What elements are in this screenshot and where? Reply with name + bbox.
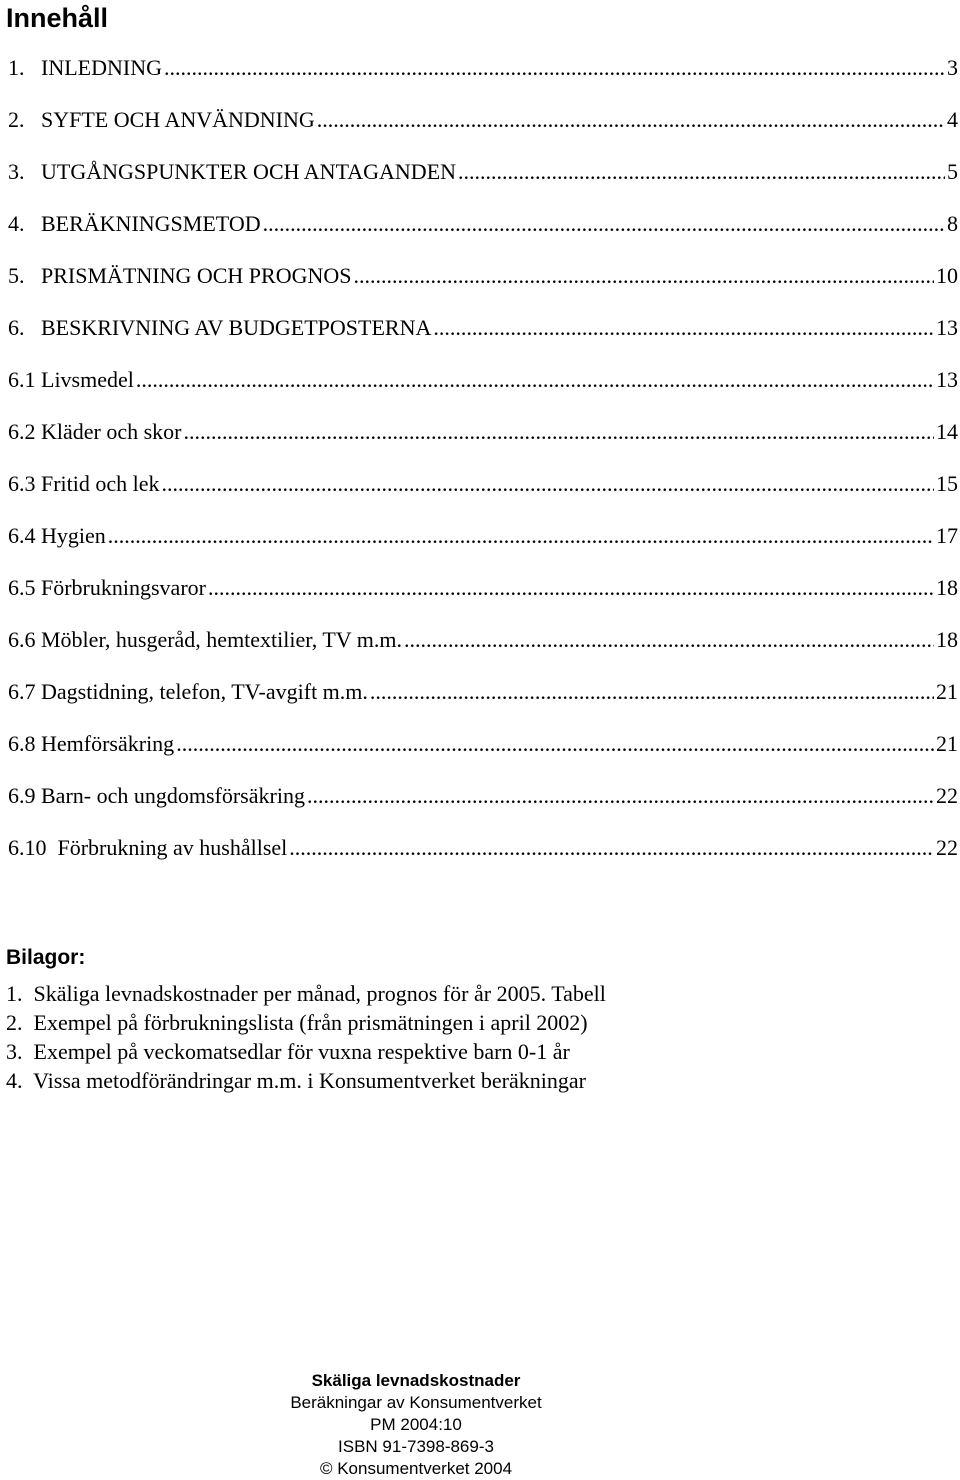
bilaga-text: Vissa metodförändringar m.m. i Konsumentverket beräkningar — [33, 1068, 586, 1093]
toc-entry-label: INLEDNING — [41, 55, 162, 80]
toc-entry-page: 5 — [947, 159, 958, 184]
toc-entry-label: Hemförsäkring — [41, 731, 175, 756]
toc-entry-label: Dagstidning, telefon, TV-avgift m.m. — [41, 679, 368, 704]
footer-copyright: © Konsumentverket 2004 — [319, 1459, 513, 1478]
toc-entry-label: BESKRIVNING AV BUDGETPOSTERNA — [41, 315, 432, 340]
toc-entry-number: 5. — [8, 263, 25, 288]
toc-leader-dots — [136, 354, 934, 406]
toc-entry-page: 15 — [936, 471, 958, 496]
toc-entry[interactable] — [8, 614, 958, 666]
toc-entry-label: Kläder och skor — [41, 419, 182, 444]
toc-entry-label: Livsmedel — [41, 367, 134, 392]
bilaga-item — [6, 1008, 946, 1037]
toc-entry-page: 4 — [947, 107, 958, 132]
toc-entry-spacer — [25, 250, 42, 302]
toc-entry-spacer — [47, 822, 58, 874]
page-title: Innehåll — [6, 3, 109, 33]
toc-leader-dots — [208, 562, 934, 614]
bilaga-item — [6, 979, 946, 1008]
toc-entry-label: BERÄKNINGSMETOD — [41, 211, 261, 236]
toc-entry[interactable] — [8, 198, 958, 250]
toc-entry-number: 6.6 — [8, 627, 36, 652]
toc-entry[interactable] — [8, 718, 958, 770]
footer — [0, 1370, 832, 1480]
toc-entry-spacer — [25, 94, 42, 146]
toc-entry-page: 18 — [936, 575, 958, 600]
toc-entry-page: 3 — [947, 55, 958, 80]
bilaga-text: Skäliga levnadskostnader per månad, prognos för år 2005. Tabell — [33, 981, 606, 1006]
toc-entry[interactable] — [8, 406, 958, 458]
toc-leader-dots — [458, 146, 945, 198]
bilaga-spacer — [23, 1039, 34, 1064]
toc-entry-number: 6.1 — [8, 367, 36, 392]
toc-entry-label: SYFTE OCH ANVÄNDNING — [41, 107, 315, 132]
toc-entry-number: 6. — [8, 315, 25, 340]
toc-entry[interactable] — [8, 666, 958, 718]
toc-entry-number: 6.3 — [8, 471, 36, 496]
toc-entry-number: 6.7 — [8, 679, 36, 704]
toc-leader-dots — [162, 458, 934, 510]
bilaga-number: 1. — [6, 981, 23, 1006]
toc-leader-dots — [354, 250, 935, 302]
toc-entry-page: 22 — [936, 783, 958, 808]
toc-leader-dots — [317, 94, 945, 146]
toc-entry-page: 18 — [936, 627, 958, 652]
toc-entry-label: Barn- och ungdomsförsäkring — [41, 783, 305, 808]
toc-entry[interactable] — [8, 510, 958, 562]
toc-entry-page: 21 — [936, 679, 958, 704]
toc-entry-page: 14 — [936, 419, 958, 444]
toc-entry-label: UTGÅNGSPUNKTER OCH ANTAGANDEN — [41, 159, 457, 184]
bilaga-number: 4. — [6, 1068, 23, 1093]
toc-entry-number: 6.2 — [8, 419, 36, 444]
toc-leader-dots — [176, 718, 934, 770]
toc-entry-spacer — [25, 302, 42, 354]
toc-entry-label: Förbrukning av hushållsel — [57, 835, 288, 860]
bilaga-text: Exempel på förbrukningslista (från prismätningen i april 2002) — [33, 1010, 588, 1035]
bilaga-item — [6, 1066, 946, 1095]
toc-entry[interactable] — [8, 770, 958, 822]
toc-leader-dots — [370, 666, 934, 718]
toc-leader-dots — [263, 198, 945, 250]
toc-entry[interactable] — [8, 822, 958, 874]
toc-entry-page: 10 — [936, 263, 958, 288]
footer-subtitle: Beräkningar av Konsumentverket — [290, 1393, 542, 1412]
toc-entry-number: 6.8 — [8, 731, 36, 756]
toc-entry-page: 21 — [936, 731, 958, 756]
toc-leader-dots — [108, 510, 934, 562]
toc-entry[interactable] — [8, 146, 958, 198]
toc-entry-label: Möbler, husgeråd, hemtextilier, TV m.m. — [41, 627, 402, 652]
bilaga-number: 3. — [6, 1039, 23, 1064]
toc-entry-label: Fritid och lek — [41, 471, 160, 496]
toc-entry[interactable] — [8, 250, 958, 302]
bilaga-text: Exempel på veckomatsedlar för vuxna respektive barn 0-1 år — [33, 1039, 570, 1064]
toc-entry-spacer — [25, 42, 42, 94]
toc-leader-dots — [289, 822, 934, 874]
toc-leader-dots — [164, 42, 945, 94]
toc-entry-number: 6.10 — [8, 835, 47, 860]
bilaga-number: 2. — [6, 1010, 23, 1035]
bilagor-heading: Bilagor: — [6, 946, 86, 969]
toc-leader-dots — [184, 406, 934, 458]
toc-entry[interactable] — [8, 94, 958, 146]
toc-entry-number: 1. — [8, 55, 25, 80]
toc-entry[interactable] — [8, 354, 958, 406]
toc-entry-number: 4. — [8, 211, 25, 236]
toc-entry-page: 13 — [936, 315, 958, 340]
bilaga-item — [6, 1037, 946, 1066]
toc-entry-page: 8 — [947, 211, 958, 236]
toc-entry-label: PRISMÄTNING OCH PROGNOS — [41, 263, 352, 288]
toc-entry[interactable] — [8, 42, 958, 94]
toc-entry-spacer — [25, 146, 42, 198]
toc-entry[interactable] — [8, 562, 958, 614]
toc-entry-page: 17 — [936, 523, 958, 548]
toc-leader-dots — [433, 302, 934, 354]
toc-leader-dots — [307, 770, 934, 822]
toc-entry-number: 6.9 — [8, 783, 36, 808]
toc-entry-number: 6.5 — [8, 575, 36, 600]
toc-leader-dots — [404, 614, 934, 666]
toc-entry-label: Hygien — [41, 523, 106, 548]
toc-entry-label: Förbrukningsvaror — [41, 575, 206, 600]
bilaga-spacer — [23, 981, 34, 1006]
toc-entry-page: 22 — [936, 835, 958, 860]
toc-entry-spacer — [25, 198, 42, 250]
footer-title: Skäliga levnadskostnader — [311, 1371, 521, 1390]
toc-entry[interactable] — [8, 458, 958, 510]
footer-report-number: PM 2004:10 — [370, 1415, 462, 1434]
footer-isbn: ISBN 91-7398-869-3 — [338, 1437, 494, 1456]
bilaga-spacer — [23, 1010, 34, 1035]
toc-entry-number: 6.4 — [8, 523, 36, 548]
toc-entry-page: 13 — [936, 367, 958, 392]
toc-entry[interactable] — [8, 302, 958, 354]
toc-entry-number: 2. — [8, 107, 25, 132]
bilaga-spacer — [23, 1068, 34, 1093]
toc-entry-number: 3. — [8, 159, 25, 184]
